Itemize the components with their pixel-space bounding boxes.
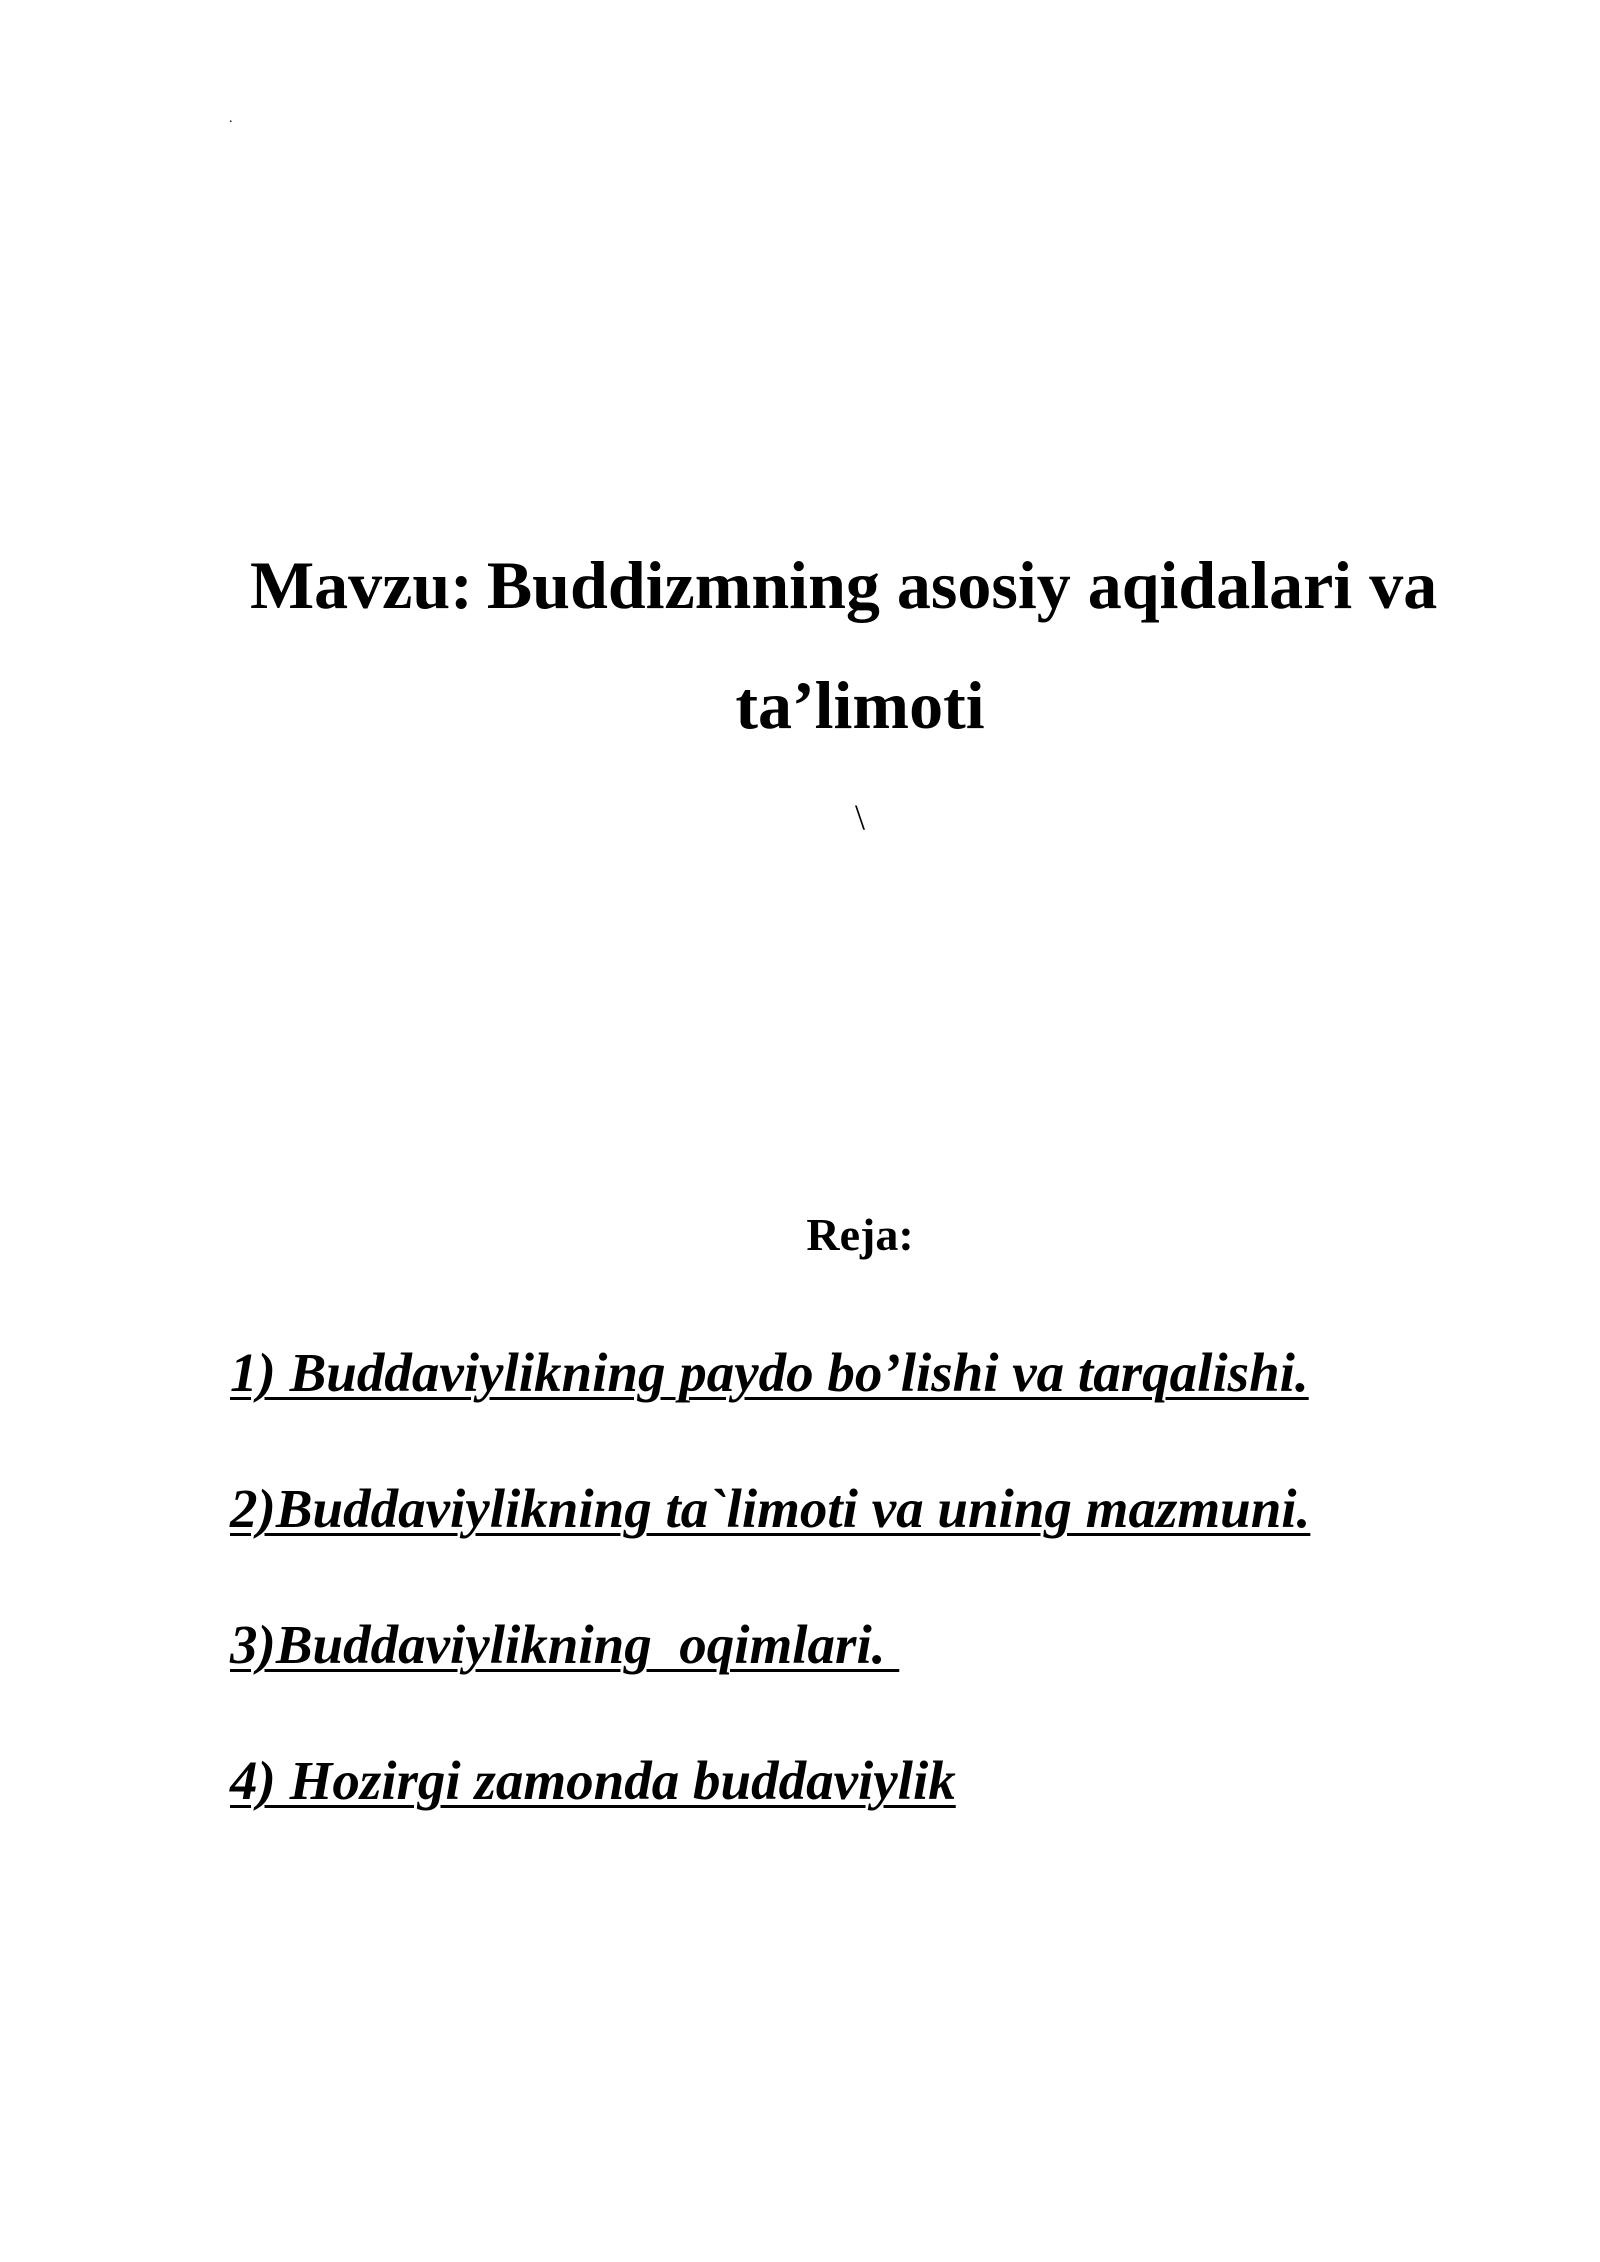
- page-title-line2: ta’limoti: [735, 667, 985, 743]
- plan-item-1: 1) Buddaviylikning paydo bo’lishi va tarqalishi.: [230, 1342, 1309, 1403]
- plan-item-3: 3)Buddaviylikning oqimlari.: [230, 1614, 900, 1675]
- corner-dot: .: [229, 111, 233, 126]
- title-text-line1: Buddizmning asosiy aqidalari va: [486, 547, 1438, 623]
- plan-item-2: 2)Buddaviylikning ta`limoti va uning mazmuni.: [230, 1478, 1311, 1539]
- plan-heading: Reja:: [806, 1209, 914, 1260]
- plan-item-4: 4) Hozirgi zamonda buddaviylik: [230, 1750, 956, 1811]
- page-title-line1: [250, 540, 1437, 630]
- plan-list: [230, 1340, 1310, 1884]
- stray-backslash: \: [855, 797, 866, 837]
- title-label: Mavzu:: [250, 547, 473, 623]
